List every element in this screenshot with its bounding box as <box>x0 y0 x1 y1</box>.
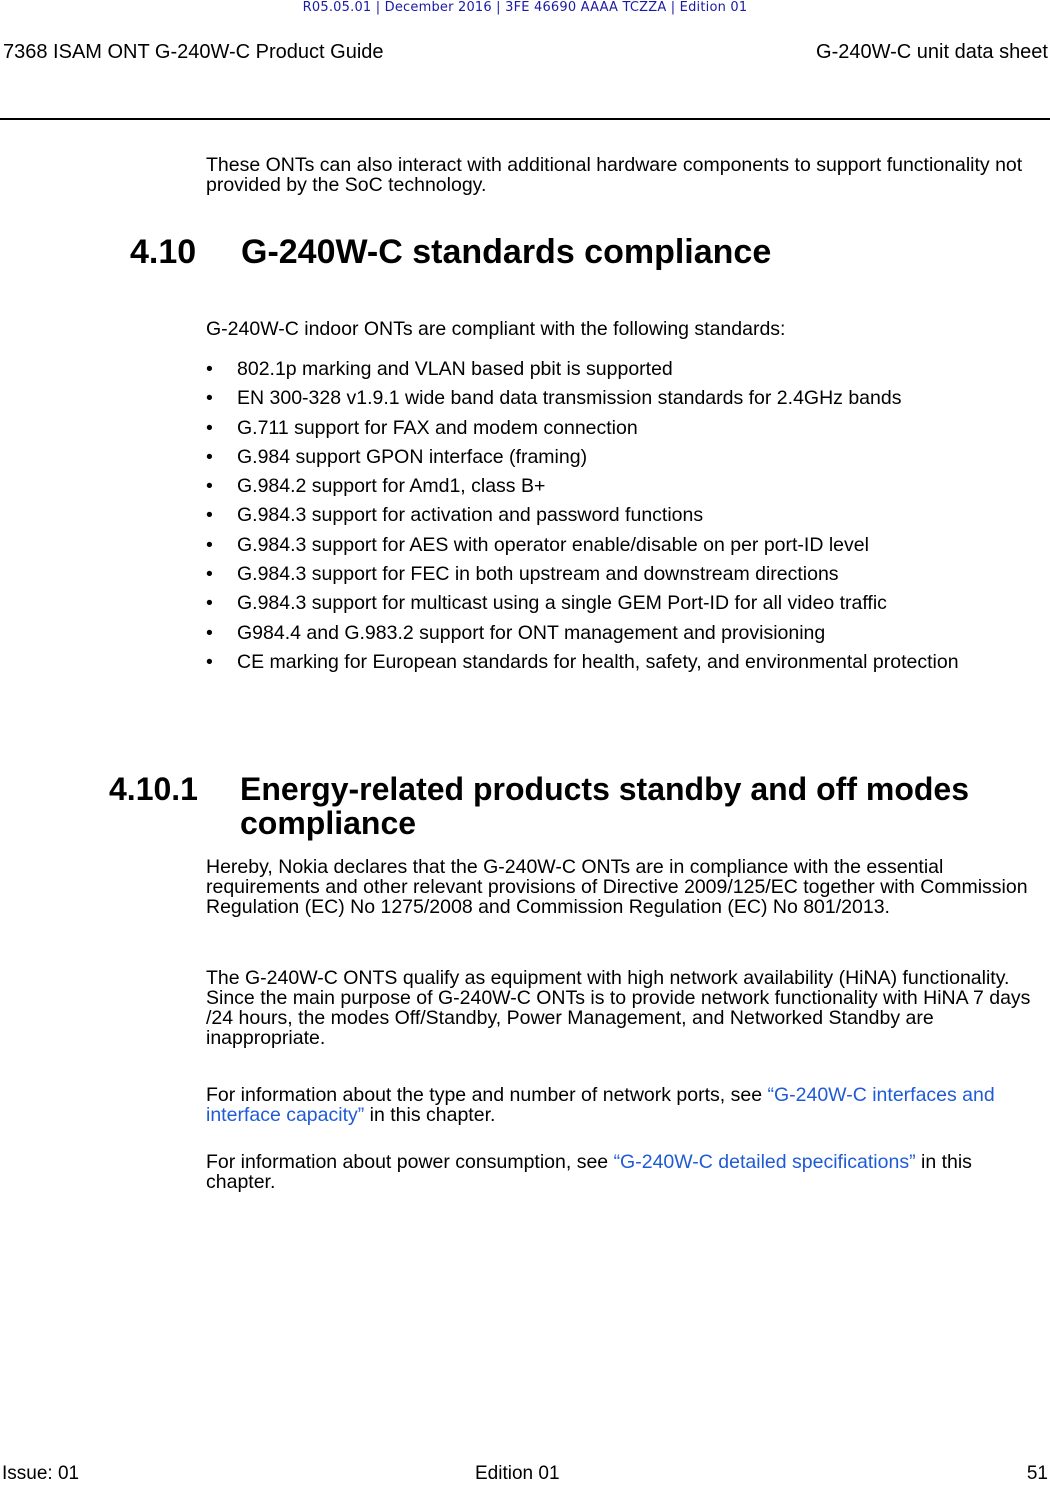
standard-list-item <box>206 476 1041 496</box>
subsection-number: 4.10.1 <box>109 771 198 807</box>
specifications-link[interactable]: “G-240W-C detailed specifications” <box>613 1151 916 1173</box>
standard-text: 802.1p marking and VLAN based pbit is supported <box>237 358 673 380</box>
standard-text: CE marking for European standards for health, safety, and environmental protection <box>237 650 959 673</box>
standard-list-item <box>206 388 1041 408</box>
standard-text: G.984.3 support for multicast using a single GEM Port-ID for all video traffic <box>237 592 887 615</box>
bullet-icon: • <box>206 621 213 644</box>
hina-paragraph: The G-240W-C ONTS qualify as equipment with high network availability (HiNA) functionality. Since the main purpose of G-240W-C ONTs is to provide network functionality with HiNA 7 days /24 hours, the modes Off/Standby, Power Management, and Networked Standby are inappropriate. <box>206 967 1031 1049</box>
section-heading <box>130 233 771 272</box>
bullet-icon: • <box>206 563 213 586</box>
bullet-icon: • <box>206 445 213 468</box>
bullet-icon: • <box>206 416 213 439</box>
standard-list-item <box>206 593 1041 613</box>
standards-list <box>206 359 1041 681</box>
revision-stamp: R05.05.01 | December 2016 | 3FE 46690 AAAA TCZZA | Edition 01 <box>302 0 748 15</box>
standard-text: G.984.2 support for Amd1, class B+ <box>237 475 546 498</box>
standard-list-item <box>206 447 1041 467</box>
header-doc-title: 7368 ISAM ONT G-240W-C Product Guide <box>3 41 384 63</box>
standard-list-item <box>206 359 1041 379</box>
footer-edition: Edition 01 <box>475 1463 560 1484</box>
interfaces-link[interactable]: “G-240W-C interfaces and interface capacity” <box>206 1084 995 1126</box>
standard-text: G.984 support GPON interface (framing) <box>237 445 588 468</box>
standard-list-item <box>206 652 1041 672</box>
power-paragraph <box>206 1152 1041 1192</box>
standard-list-item <box>206 418 1041 438</box>
power-text-before: For information about power consumption, see <box>206 1151 614 1173</box>
subsection-title: Energy-related products standby and off modes compliance <box>240 771 969 841</box>
section-title: G-240W-C standards compliance <box>241 233 772 271</box>
standard-text: G.984.3 support for FEC in both upstream and downstream directions <box>237 563 839 586</box>
bullet-icon: • <box>206 592 213 615</box>
intro-paragraph: These ONTs can also interact with additional hardware components to support functionality not provided by the SoC technology. <box>206 154 1023 196</box>
standard-list-item <box>206 564 1041 584</box>
section-number: 4.10 <box>130 233 197 271</box>
standard-text: G.984.3 support for AES with operator enable/disable on per port-ID level <box>237 533 869 556</box>
compliance-paragraph: Hereby, Nokia declares that the G-240W-C ONTs are in compliance with the essential requirements and other relevant provisions of Directive 2009/125/EC together with Commission Regulation (EC) No 1275/2008 and Commission Regulation (EC) No 801/2013. <box>206 856 1028 918</box>
standard-list-item <box>206 623 1041 643</box>
header-divider <box>0 118 1050 120</box>
ports-text-before: For information about the type and number of network ports, see <box>206 1084 768 1106</box>
footer-issue: Issue: 01 <box>2 1463 80 1484</box>
standard-text: G.984.3 support for activation and password functions <box>237 504 704 527</box>
bullet-icon: • <box>206 475 213 498</box>
power-text-after: in this chapter. <box>206 1151 972 1193</box>
footer-page-number: 51 <box>1026 1463 1048 1484</box>
standard-list-item <box>206 535 1041 555</box>
bullet-icon: • <box>206 387 213 410</box>
bullet-icon: • <box>206 358 213 380</box>
bullet-icon: • <box>206 650 213 673</box>
ports-text-after: in this chapter. <box>364 1104 496 1126</box>
bullet-icon: • <box>206 504 213 527</box>
bullet-icon: • <box>206 533 213 556</box>
section-lead: G-240W-C indoor ONTs are compliant with the following standards: <box>206 318 786 340</box>
standard-text: EN 300-328 v1.9.1 wide band data transmission standards for 2.4GHz bands <box>237 387 902 410</box>
header-section-title: G-240W-C unit data sheet <box>816 41 1048 63</box>
standard-text: G984.4 and G.983.2 support for ONT management and provisioning <box>237 621 826 644</box>
standard-list-item <box>206 505 1041 525</box>
standard-text: G.711 support for FAX and modem connection <box>237 416 638 439</box>
ports-paragraph <box>206 1085 1041 1125</box>
